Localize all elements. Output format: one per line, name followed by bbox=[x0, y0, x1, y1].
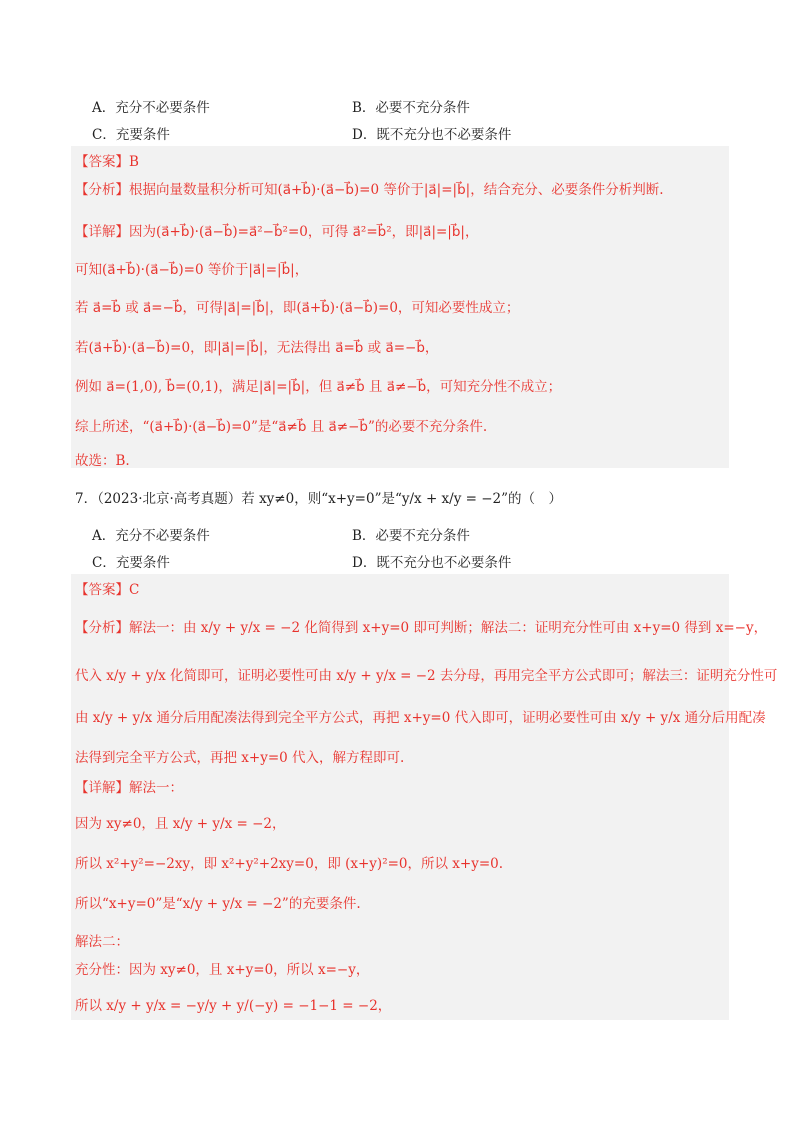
q7-option-b: B．必要不充分条件 bbox=[352, 528, 470, 544]
q6-detail-line-4: 若(a⃗+b⃗)·(a⃗−b⃗)=0，即|a⃗|=|b⃗|，无法得出 a⃗=b⃗ 或 a⃗=−b⃗， bbox=[75, 340, 439, 356]
q6-option-d: D．既不充分也不必要条件 bbox=[352, 127, 512, 143]
q7-answer: 【答案】C bbox=[75, 582, 140, 598]
q7-detail-head: 【详解】解法一： bbox=[75, 780, 183, 796]
q7-analysis-line-3: 由 x/y + y/x 通分后用配凑法得到完全平方公式，再把 x+y=0 代入即可，证明必要性可由 x/y + y/x 通分后用配凑 bbox=[75, 710, 766, 726]
q7-analysis-line-4: 法得到完全平方公式，再把 x+y=0 代入，解方程即可. bbox=[75, 750, 405, 766]
q6-answer: 【答案】B bbox=[75, 154, 139, 170]
q6-detail-line-1: 【详解】因为(a⃗+b⃗)·(a⃗−b⃗)=a⃗²−b⃗²=0，可得 a⃗²=b⃗²，即|a⃗|=|b⃗|， bbox=[75, 224, 479, 240]
q6-analysis: 【分析】根据向量数量积分析可知(a⃗+b⃗)·(a⃗−b⃗)=0 等价于|a⃗|=|b⃗|，结合充分、必要条件分析判断. bbox=[75, 182, 664, 198]
q6-detail-line-3: 若 a⃗=b⃗ 或 a⃗=−b⃗，可得|a⃗|=|b⃗|，即(a⃗+b⃗)·(a⃗−b⃗)=0，可知必要性成立； bbox=[75, 300, 520, 316]
q7-solution-panel bbox=[71, 574, 729, 1020]
q7-analysis-line-1: 【分析】解法一：由 x/y + y/x = −2 化简得到 x+y=0 即可判断；解法二：证明充分性可由 x+y=0 得到 x=−y， bbox=[75, 620, 768, 636]
q7-analysis-line-2: 代入 x/y + y/x 化简即可，证明必要性可由 x/y + y/x = −2 去分母，再用完全平方公式即可；解法三：证明充分性可 bbox=[75, 668, 778, 684]
q7-stem: 7．（2023·北京·高考真题）若 xy≠0，则“x+y=0”是“y/x + x/y = −2”的（ ） bbox=[75, 491, 563, 507]
q6-option-c: C．充要条件 bbox=[92, 127, 170, 143]
q6-choice: 故选：B. bbox=[75, 453, 130, 469]
q7-detail-line-3: 所以“x+y=0”是“x/y + y/x = −2”的充要条件. bbox=[75, 896, 361, 912]
q7-detail-line-4: 充分性：因为 xy≠0，且 x+y=0，所以 x=−y， bbox=[75, 962, 370, 978]
q6-option-a: A．充分不必要条件 bbox=[92, 100, 210, 116]
q7-detail-line-2: 所以 x²+y²=−2xy，即 x²+y²+2xy=0，即 (x+y)²=0，所以 x+y=0. bbox=[75, 856, 504, 872]
q7-option-c: C．充要条件 bbox=[92, 555, 170, 571]
q7-option-a: A．充分不必要条件 bbox=[92, 528, 210, 544]
q6-detail-line-2: 可知(a⃗+b⃗)·(a⃗−b⃗)=0 等价于|a⃗|=|b⃗|， bbox=[75, 262, 309, 278]
q6-detail-line-5: 例如 a⃗=(1,0), b⃗=(0,1)，满足|a⃗|=|b⃗|，但 a⃗≠b⃗ 且 a⃗≠−b⃗，可知充分性不成立； bbox=[75, 379, 562, 395]
q7-option-d: D．既不充分也不必要条件 bbox=[352, 555, 512, 571]
q6-detail-line-6: 综上所述，“(a⃗+b⃗)·(a⃗−b⃗)=0”是“a⃗≠b⃗ 且 a⃗≠−b⃗”的必要不充分条件. bbox=[75, 419, 488, 435]
q7-detail-line-5: 所以 x/y + y/x = −y/y + y/(−y) = −1−1 = −2， bbox=[75, 998, 392, 1014]
q7-method2-head: 解法二： bbox=[75, 934, 129, 950]
q6-option-b: B．必要不充分条件 bbox=[352, 100, 470, 116]
q7-detail-line-1: 因为 xy≠0，且 x/y + y/x = −2， bbox=[75, 816, 286, 832]
